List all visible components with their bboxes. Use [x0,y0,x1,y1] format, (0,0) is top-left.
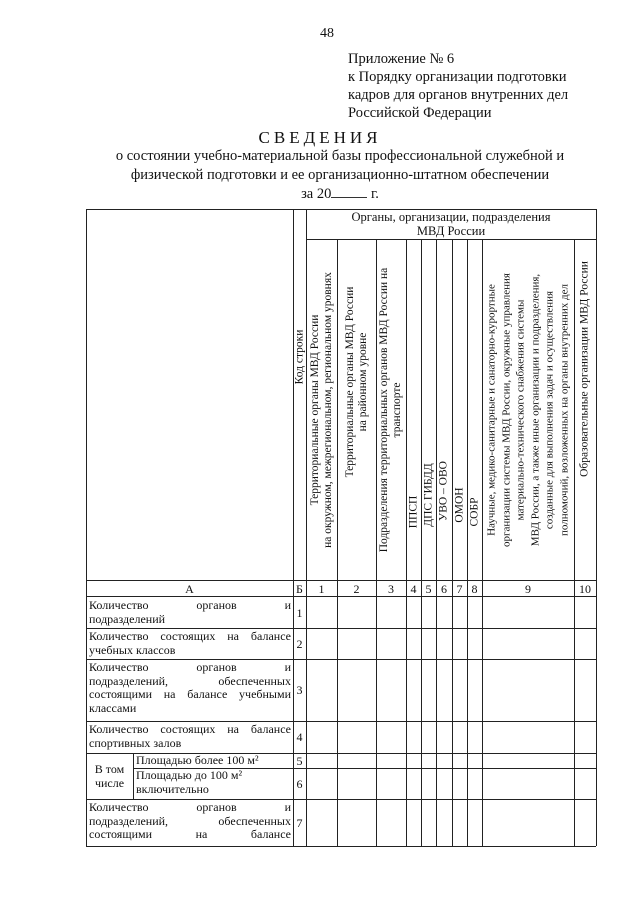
header-line: созданные для выполнения задач и осуществления [543,290,556,529]
index-cell-3: 3 [388,581,394,596]
header-code-cell [293,209,306,580]
group-header [306,210,596,238]
col-divider [376,239,377,846]
col-divider [306,209,307,846]
row-label-line: Площадью более 100 м² [136,753,259,767]
year-suffix: г. [370,186,379,202]
col-divider [406,239,407,846]
index-cell-10: 10 [579,581,591,596]
row-divider [86,580,596,581]
col-divider [337,239,338,846]
row-label-4 [89,723,291,750]
row-label-line: подразделений [89,611,166,626]
subtitle-line: физической подготовки и ее организационно-штатном обеспечении [130,167,550,183]
row-label-7 [89,801,291,842]
subtitle-year [0,185,640,204]
col-divider [133,753,134,799]
row-label-1 [89,599,291,626]
row-label-line: подразделений, обеспеченных [89,813,291,828]
header-col-2-text [344,287,370,478]
row-label-3 [89,661,291,715]
row-code-6: 6 [296,776,303,791]
appendix-line: Приложение № 6 [348,51,455,67]
header-line: транспорте [391,382,403,437]
row-group-text: В том числе [94,762,125,790]
appendix-line: кадров для органов внутренних дел [348,87,569,103]
header-line: на окружном, межрегиональном, региональном уровнях [321,271,334,548]
row-label-line: спортивных залов [89,735,182,750]
document-subtitle [0,147,640,204]
row-divider [86,799,596,800]
header-line: Территориальные органы МВД России [343,286,356,478]
appendix-line: к Порядку организации подготовки [348,69,567,85]
index-cell-7: 7 [456,581,463,596]
document-title: СВЕДЕНИЯ [258,128,382,147]
row-divider [306,239,596,240]
header-line: на районном уровне [356,332,369,432]
row-code-1: 1 [296,605,303,620]
index-cell-9: 9 [525,581,531,596]
header-line: организации системы МВД России, окружные управления [500,272,512,547]
header-col-3 [376,239,406,580]
row-label-line: Количество органов и [89,598,291,612]
index-cell-1: 1 [318,581,325,596]
header-line: полномочий, возложенных на органы внутренних дел [558,283,570,536]
row-label-6 [136,769,291,796]
header-col-8 [467,239,482,580]
header-line: материально-технического снабжения системы [514,299,527,520]
header-col-10 [574,239,596,580]
row-label-line: Количество состоящих на балансе [89,722,291,736]
header-col-10-text: Образовательные организации МВД России [578,260,591,477]
group-header-line: МВД России [416,224,486,238]
page-number: 48 [320,26,334,41]
header-col-6 [436,239,452,580]
col-divider [467,239,468,846]
index-cell-a: А [185,581,194,596]
table-border-top [86,209,596,210]
appendix-note [348,50,568,122]
col-divider [482,239,483,846]
col-divider [574,239,575,846]
header-line: Территориальные органы МВД России [308,314,321,505]
header-col-4-text: ППСП [407,495,419,529]
index-cell-5: 5 [425,581,432,596]
header-col-7 [452,239,467,580]
header-line: МВД России, а также иные организации и подразделения, [529,273,541,546]
header-col-9 [482,239,574,580]
index-cell-2: 2 [353,581,360,596]
row-label-line: Площадью до 100 м² [136,768,243,782]
row-code-4: 4 [296,730,303,744]
col-divider [452,239,453,846]
table-border-right [596,209,597,846]
appendix-line: Российской Федерации [348,105,492,121]
table-border-bottom [86,846,596,847]
index-cell-4: 4 [410,581,417,596]
header-col-7-text: ОМОН [453,487,465,523]
col-divider [436,239,437,846]
header-col-4 [406,239,421,580]
header-col-8-text: СОБР [468,497,480,527]
header-code-label: Код строки [293,330,305,385]
row-code-3: 3 [296,683,303,697]
header-line: Подразделения территориальных органов МВД России на [378,267,390,552]
header-col-9-text [485,273,572,547]
header-col-3-text [378,267,404,552]
row-label-line: учебных классов [89,642,176,657]
year-prefix: за 20 [301,186,332,202]
col-divider [421,239,422,846]
header-line: Научные, медико-санитарные и санаторно-курортные [485,283,498,536]
row-label-line: Количество органов и [89,800,291,814]
row-label-5 [136,754,291,768]
row-code-2: 2 [296,636,303,651]
row-label-line: включительно [136,781,209,796]
row-label-2 [89,630,291,657]
header-col-1 [306,239,337,580]
row-divider [86,596,596,597]
row-group-label [86,753,133,799]
col-divider [293,209,294,846]
row-divider [133,768,596,769]
index-cell-6: 6 [441,581,447,596]
header-col-6-text: УВО – ОВО [437,461,450,522]
header-col-5-text: ДПС ГИБДД [422,462,434,527]
row-code-5: 5 [296,753,303,768]
row-divider [86,721,596,722]
row-label-line: состоящими на балансе учебными [89,687,291,701]
header-col-2 [337,239,376,580]
index-cell-b: Б [296,581,303,596]
row-label-line: подразделений, обеспеченных [89,673,291,688]
row-divider [86,659,596,660]
row-code-7: 7 [296,815,303,830]
row-label-line: Количество состоящих на балансе [89,629,291,643]
group-header-line: Органы, организации, подразделения [351,210,551,224]
row-label-line: состоящими на балансе [89,827,291,841]
header-col-5 [421,239,436,580]
index-cell-8: 8 [471,581,478,596]
row-divider [86,753,596,754]
row-label-line: Количество органов и [89,660,291,674]
row-divider [86,628,596,629]
subtitle-line: о состоянии учебно-материальной базы профессиональной служебной и [115,148,565,164]
header-col-1-text [309,272,335,548]
row-label-line: классами [89,700,137,715]
table-border-left [86,209,87,846]
year-blank-field[interactable] [331,185,367,198]
